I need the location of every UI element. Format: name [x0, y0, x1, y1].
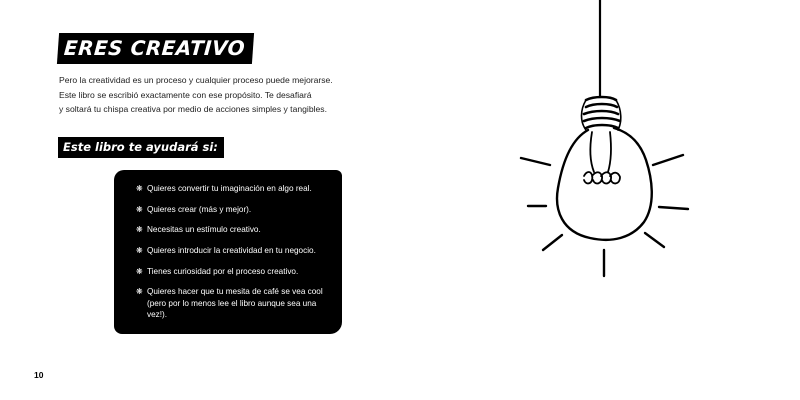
bullet-icon: ❋	[136, 287, 143, 297]
intro-line: Este libro se escribió exactamente con ese propósito. Te desafiará	[59, 89, 312, 100]
bullet-icon: ❋	[136, 184, 143, 193]
list-item-text: Necesitas un estímulo creativo.	[147, 225, 261, 235]
bullet-icon: ❋	[136, 246, 143, 256]
list-item-text: Quieres crear (más y mejor).	[147, 204, 252, 214]
bullet-icon: ❋	[136, 225, 143, 235]
list-item-text: Quieres convertir tu imaginación en algo real.	[147, 184, 312, 193]
section-subtitle: Este libro te ayudará si:	[58, 137, 224, 158]
page-number: 10	[34, 370, 44, 380]
bullet-icon: ❋	[136, 266, 143, 276]
bullet-icon: ❋	[136, 204, 143, 214]
page-title: ERES CREATIVO	[57, 33, 254, 64]
list-item-text: Quieres introducir la creatividad en tu negocio.	[147, 246, 316, 256]
list-item-text: Tienes curiosidad por el proceso creativo.	[147, 266, 299, 276]
intro-line: y soltará tu chispa creativa por medio de acciones simples y tangibles.	[59, 104, 327, 114]
list-item-text: Quieres hacer que tu mesita de café se vea cool (pero por lo menos lee el libro aunque sea una vez!).	[147, 287, 323, 320]
intro-line: Pero la creatividad es un proceso y cualquier proceso puede mejorarse.	[59, 75, 333, 85]
